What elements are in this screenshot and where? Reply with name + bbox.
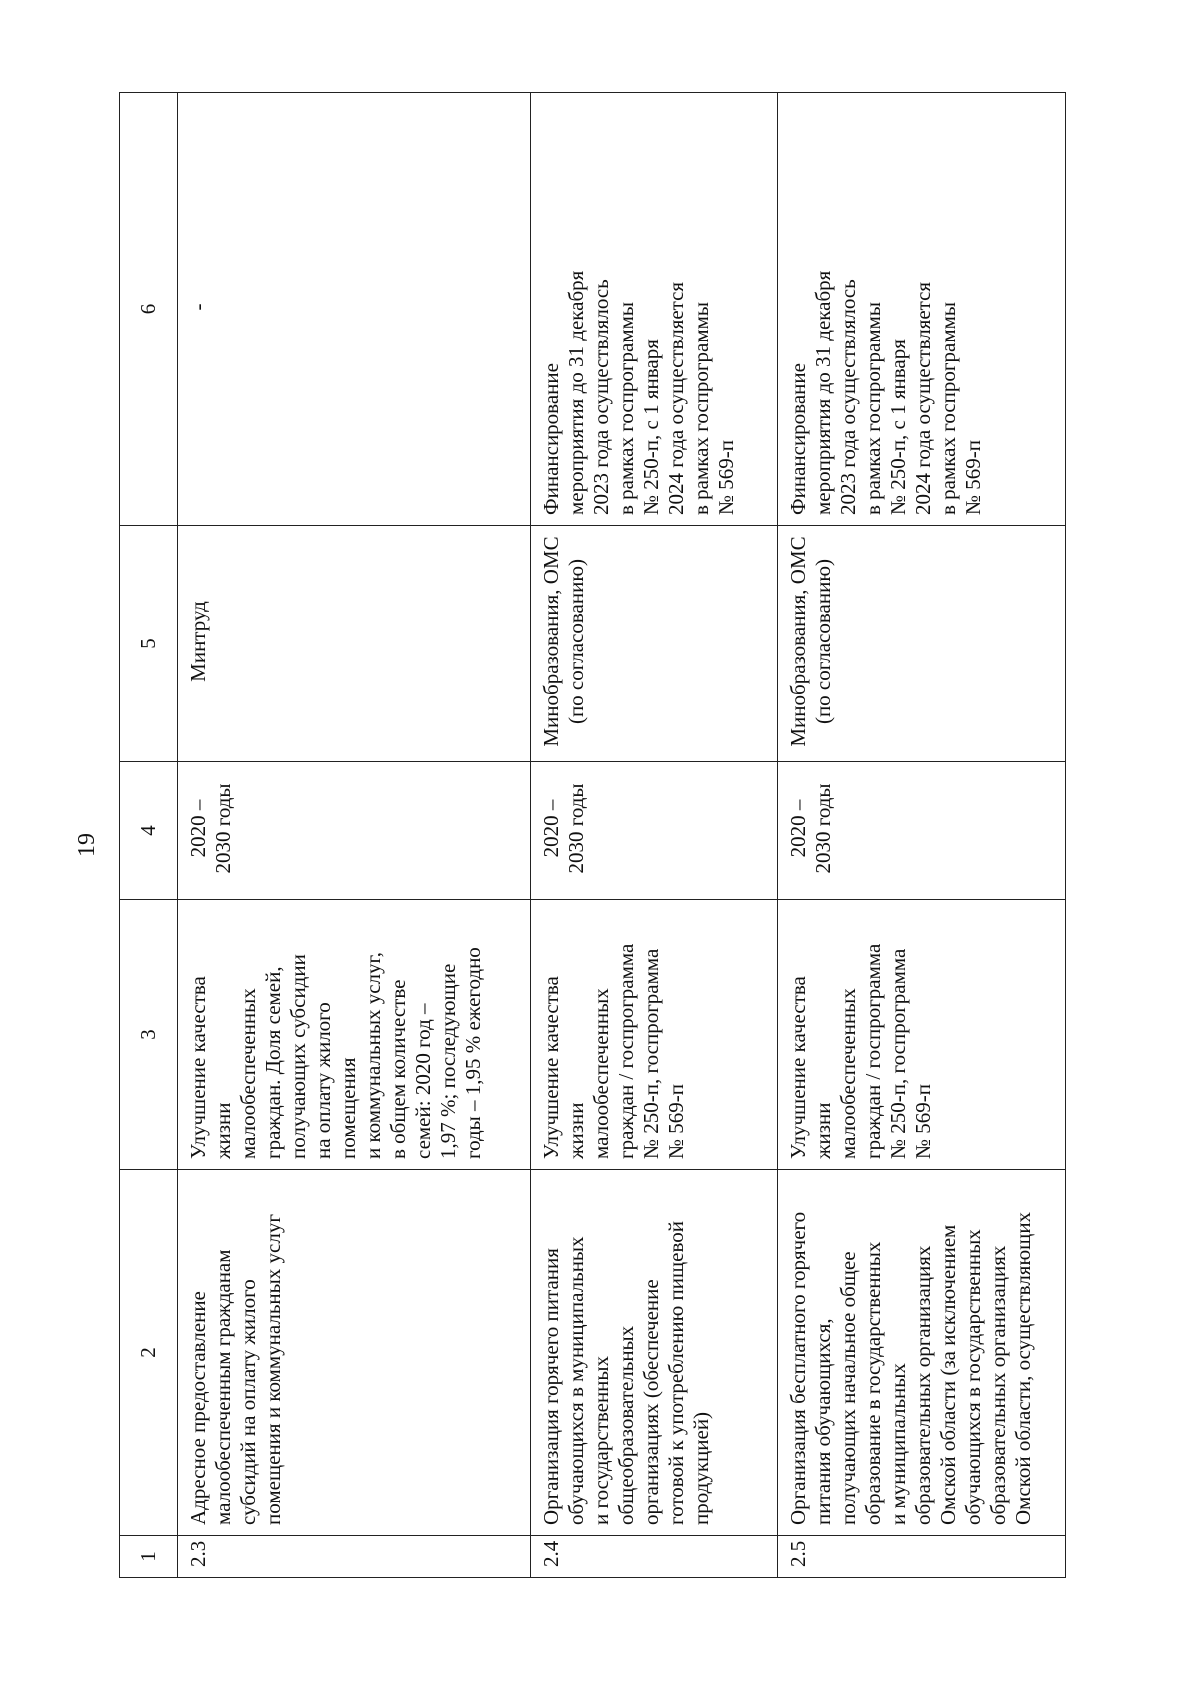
- header-col-3: 3: [120, 900, 178, 1170]
- table-row: [778, 93, 1066, 1578]
- header-col-5: 5: [120, 526, 178, 762]
- row-number: 2.3: [178, 1536, 531, 1578]
- event-cell: Организация бесплатного горячего питания обучающихся, получающих начальное общее образование в государственных и муниципальных образовательных организациях Омской области (за исключением обучающихся в государственных образовательных организациях Омской области, осуществляющих: [778, 1170, 1066, 1536]
- header-col-4: 4: [120, 762, 178, 900]
- header-col-1: 1: [120, 1536, 178, 1578]
- row-number: 2.4: [530, 1536, 777, 1578]
- result-cell: Улучшение качества жизни малообеспеченных граждан. Доля семей, получающих субсидии на оплату жилого помещения и коммунальных услуг, в общем количестве семей: 2020 год – 1,97 %; последующие годы – 1,95 % ежегодно: [178, 900, 531, 1170]
- table-header-row: [120, 93, 178, 1578]
- years-cell: 2020 – 2030 годы: [178, 762, 531, 900]
- rotated-table-container: [119, 93, 1066, 1578]
- years-cell: 2020 – 2030 годы: [778, 762, 1066, 900]
- header-col-6: 6: [120, 93, 178, 526]
- page-number: 19: [74, 833, 100, 857]
- executor-cell: Минобразования, ОМС (по согласованию): [530, 526, 777, 762]
- event-cell: Организация горячего питания обучающихся в муниципальных и государственных общеобразовательных организациях (обеспечение готовой к употреблению пищевой продукцией): [530, 1170, 777, 1536]
- result-cell: Улучшение качества жизни малообеспеченных граждан / госпрограмма № 250-п, госпрограмма № 569-п: [530, 900, 777, 1170]
- table-row: [530, 93, 777, 1578]
- event-cell: Адресное предоставление малообеспеченным гражданам субсидий на оплату жилого помещения и коммунальных услуг: [178, 1170, 531, 1536]
- years-cell: 2020 – 2030 годы: [530, 762, 777, 900]
- executor-cell: Минтруд: [178, 526, 531, 762]
- header-col-2: 2: [120, 1170, 178, 1536]
- note-cell: Финансирование мероприятия до 31 декабря 2023 года осуществлялось в рамках госпрограммы № 250-п, с 1 января 2024 года осуществляется в рамках госпрограммы № 569-п: [778, 93, 1066, 526]
- result-cell: Улучшение качества жизни малообеспеченных граждан / госпрограмма № 250-п, госпрограмма № 569-п: [778, 900, 1066, 1170]
- note-cell: -: [178, 93, 531, 526]
- measures-table: [119, 92, 1066, 1578]
- row-number: 2.5: [778, 1536, 1066, 1578]
- table-row: [178, 93, 531, 1578]
- executor-cell: Минобразования, ОМС (по согласованию): [778, 526, 1066, 762]
- note-cell: Финансирование мероприятия до 31 декабря 2023 года осуществлялось в рамках госпрограммы № 250-п, с 1 января 2024 года осуществляется в рамках госпрограммы № 569-п: [530, 93, 777, 526]
